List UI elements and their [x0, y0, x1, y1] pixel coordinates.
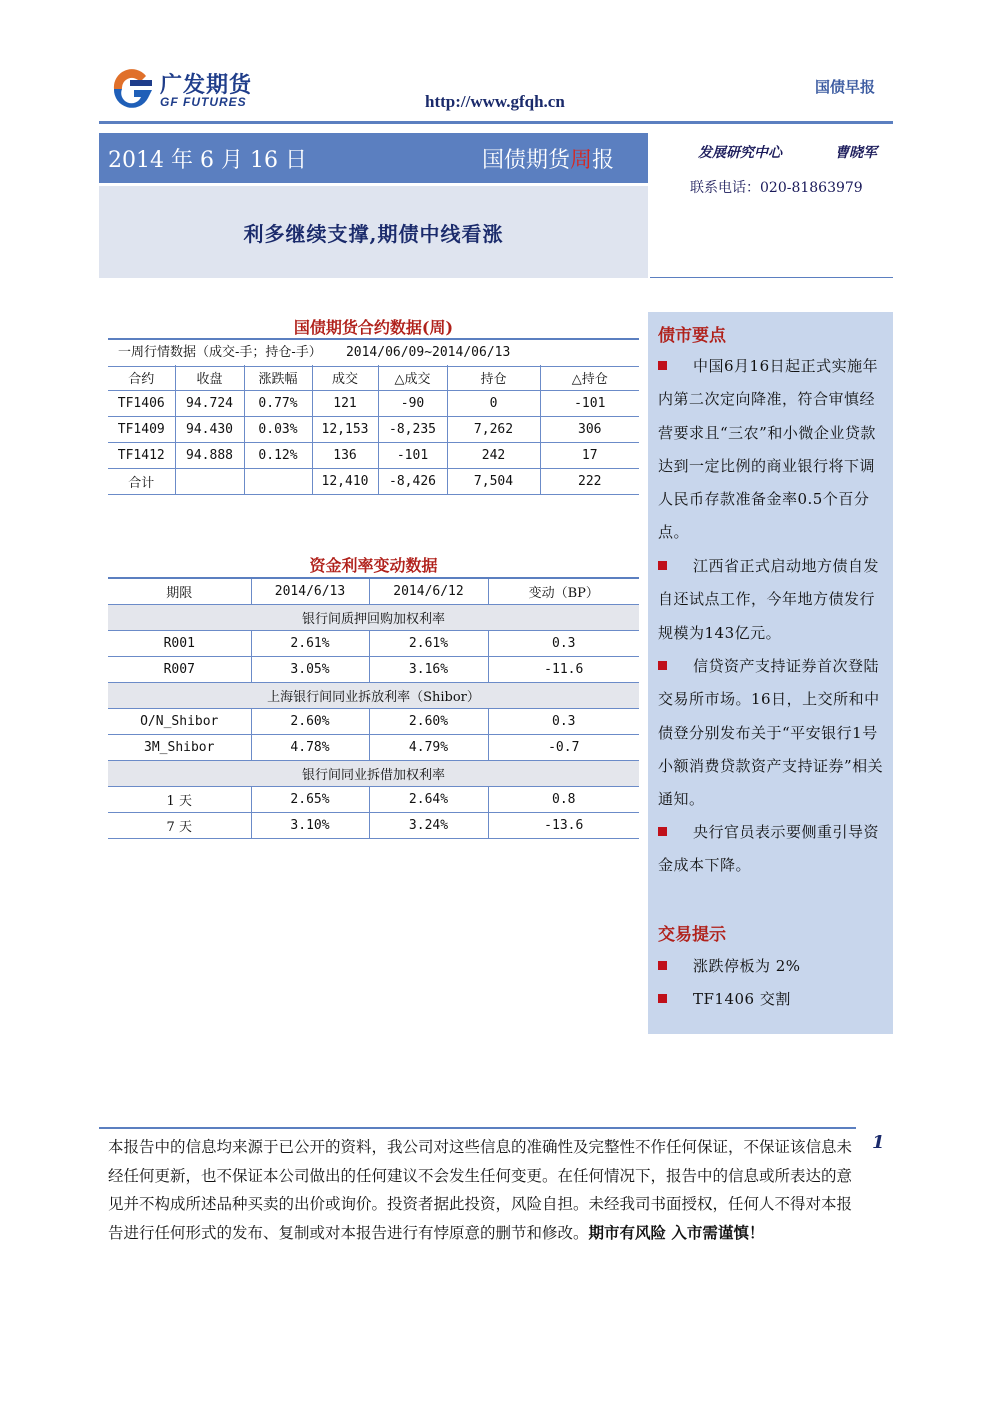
table-header-row [108, 578, 639, 605]
table-cell: 17 [540, 443, 639, 469]
table-cell: -13.6 [488, 813, 639, 839]
table-cell: 3.16% [369, 657, 488, 683]
bond-point-text: 中国6月16日起正式实施年内第二次定向降准，符合审慎经营要求且“三农”和小微企业贷款达到一定比例的商业银行将下调人民币存款准备金率0.5个百分点。 [658, 357, 879, 542]
header-cell: 2014/6/13 [251, 578, 369, 605]
bond-point [658, 350, 888, 550]
report-title [482, 143, 614, 174]
bond-point [658, 550, 888, 650]
table-cell: 0.3 [488, 631, 639, 657]
bullet-square-icon [658, 561, 667, 570]
table-header-row [108, 365, 639, 391]
group-label: 上海银行间同业拆放利率（Shibor） [108, 683, 639, 709]
table-cell: 2.60% [251, 709, 369, 735]
info-date-range: 2014/06/09~2014/06/13 [345, 345, 511, 360]
table-cell: 136 [312, 443, 378, 469]
table-cell: 0.8 [488, 787, 639, 813]
table-cell: 3.24% [369, 813, 488, 839]
table-row [108, 417, 639, 443]
table-cell: -8,426 [378, 469, 447, 495]
table-row [108, 787, 639, 813]
table-row [108, 391, 639, 417]
header-cell: △成交 [378, 365, 447, 391]
title-post: 报 [592, 148, 615, 173]
header-cell: 成交 [312, 365, 378, 391]
table-cell: 0.03% [244, 417, 312, 443]
bullet-square-icon [658, 361, 667, 370]
bond-point-text: 央行官员表示要侧重引导资金成本下降。 [658, 823, 880, 875]
header-cell: △持仓 [540, 365, 639, 391]
contact-phone: 联系电话：020-81863979 [690, 180, 863, 196]
bullet-square-icon [658, 994, 667, 1003]
table-cell: 1 天 [108, 787, 251, 813]
table-row [108, 709, 639, 735]
table-cell: 4.79% [369, 735, 488, 761]
title-highlight: 周 [570, 148, 593, 173]
table-cell [244, 469, 312, 495]
risk-warning: 期市有风险 入市需谨慎！ [588, 1223, 765, 1242]
header-cell: 期限 [108, 578, 251, 605]
table-cell: TF1412 [108, 443, 175, 469]
table-row [108, 443, 639, 469]
trading-tip-text: TF1406 交割 [693, 990, 791, 1008]
brand-name-en: GF FUTURES [160, 95, 247, 109]
bond-point-text: 信贷资产支持证券首次登陆交易所市场。16日，上交所和中债登分别发布关于“平安银行1号小额消费贷款资产支持证券”相关通知。 [658, 657, 884, 809]
group-row [108, 683, 639, 709]
table-cell: 2.64% [369, 787, 488, 813]
bond-point [658, 650, 888, 816]
header-cell: 变动（BP） [488, 578, 639, 605]
header-cell: 持仓 [447, 365, 540, 391]
table-cell: 242 [447, 443, 540, 469]
logo-mark-icon [108, 66, 158, 112]
table-cell: R007 [108, 657, 251, 683]
table-cell: -101 [540, 391, 639, 417]
table-cell: 0.3 [488, 709, 639, 735]
table-row [108, 813, 639, 839]
bullet-square-icon [658, 961, 667, 970]
table-cell: -8,235 [378, 417, 447, 443]
table-cell: TF1406 [108, 391, 175, 417]
table-cell: 121 [312, 391, 378, 417]
table-cell: 94.430 [175, 417, 244, 443]
header-divider [99, 121, 893, 124]
table-cell: 222 [540, 469, 639, 495]
table-cell: 94.724 [175, 391, 244, 417]
table-cell: 3M_Shibor [108, 735, 251, 761]
bullet-square-icon [658, 827, 667, 836]
header-cell: 合约 [108, 365, 175, 391]
brand-name-cn: 广发期货 [160, 73, 253, 98]
report-date: 2014 年 6 月 16 日 [108, 148, 307, 173]
trading-tip-text: 涨跌停板为 2% [693, 957, 801, 975]
info-units: 一周行情数据（成交-手；持仓-手） [118, 345, 322, 360]
header-cell: 2014/6/12 [369, 578, 488, 605]
table-total-row [108, 469, 639, 495]
table-row [108, 657, 639, 683]
report-type-label: 国债早报 [815, 78, 876, 96]
author-divider [650, 277, 893, 278]
rate-table-title: 资金利率变动数据 [309, 556, 438, 575]
table-cell: 7,504 [447, 469, 540, 495]
table-cell: R001 [108, 631, 251, 657]
disclaimer [108, 1133, 860, 1247]
page-number: 1 [872, 1132, 885, 1153]
sidebar-heading-bond-points: 债市要点 [658, 326, 726, 346]
table-cell: 7 天 [108, 813, 251, 839]
table-cell: -101 [378, 443, 447, 469]
disclaimer-text: 本报告中的信息均来源于已公开的资料，我公司对这些信息的准确性及完整性不作任何保证，不保证该信息未经任何更新，也不保证本公司做出的任何建议不会发生任何变更。在任何情况下，报告中的信息或所表达的意见并不构成所述品种买卖的出价或询价。投资者据此投资，风险自担。未经我司书面授权，任何人不得对本报告进行任何形式的发布、复制或对本报告进行有悖原意的删节和修改。 [108, 1138, 853, 1242]
table-cell: 12,153 [312, 417, 378, 443]
table-cell: 3.05% [251, 657, 369, 683]
headline: 利多继续支撑,期债中线看涨 [243, 222, 504, 246]
website-link[interactable]: http://www.gfqh.cn [425, 92, 565, 111]
bond-point [658, 816, 888, 883]
table-cell: -0.7 [488, 735, 639, 761]
trading-tip [658, 983, 888, 1016]
header-cell: 收盘 [175, 365, 244, 391]
table-cell: 2.61% [251, 631, 369, 657]
group-row [108, 605, 639, 631]
group-label: 银行间质押回购加权利率 [108, 605, 639, 631]
table-cell: 306 [540, 417, 639, 443]
contract-table-info [108, 338, 639, 367]
bullet-square-icon [658, 661, 667, 670]
sidebar-heading-trading-tips: 交易提示 [658, 925, 726, 945]
table-cell: -90 [378, 391, 447, 417]
table-cell: 12,410 [312, 469, 378, 495]
table-cell: 3.10% [251, 813, 369, 839]
table-cell: O/N_Shibor [108, 709, 251, 735]
department: 发展研究中心 [698, 145, 782, 161]
table-cell: 7,262 [447, 417, 540, 443]
rate-table [108, 577, 639, 839]
contract-table-title: 国债期货合约数据(周) [293, 318, 454, 337]
author-name: 曹晓军 [835, 145, 877, 161]
table-row [108, 631, 639, 657]
table-cell [175, 469, 244, 495]
table-cell: -11.6 [488, 657, 639, 683]
group-row [108, 761, 639, 787]
table-cell: TF1409 [108, 417, 175, 443]
table-cell: 2.61% [369, 631, 488, 657]
table-row [108, 735, 639, 761]
table-cell: 0.12% [244, 443, 312, 469]
trading-tip [658, 950, 888, 983]
contract-table [108, 365, 639, 495]
table-cell: 4.78% [251, 735, 369, 761]
table-cell: 0.77% [244, 391, 312, 417]
table-cell: 合计 [108, 469, 175, 495]
table-cell: 2.65% [251, 787, 369, 813]
header-cell: 涨跌幅 [244, 365, 312, 391]
group-label: 银行间同业拆借加权利率 [108, 761, 639, 787]
bond-point-text: 江西省正式启动地方债自发自还试点工作，今年地方债发行规模为143亿元。 [658, 557, 880, 642]
table-cell: 0 [447, 391, 540, 417]
table-cell: 94.888 [175, 443, 244, 469]
footer-divider [99, 1127, 856, 1129]
title-pre: 国债期货 [482, 148, 571, 173]
table-cell: 2.60% [369, 709, 488, 735]
